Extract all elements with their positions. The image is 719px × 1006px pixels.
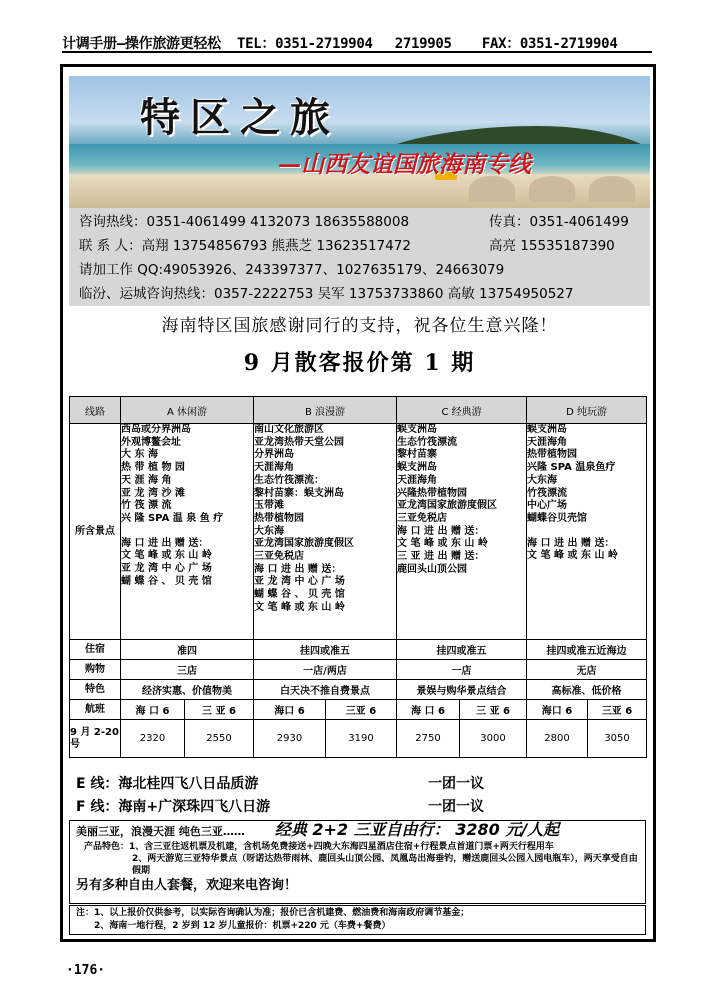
spots-label: 所含景点: [70, 424, 121, 640]
flight-cell: 海 口 6: [397, 700, 460, 720]
price-cell: 2750: [397, 720, 460, 758]
spot-item: 蝴 蝶 谷 、 贝 壳 馆: [254, 589, 345, 601]
spot-item: 亚龙湾热带天堂公园: [254, 436, 344, 448]
spot-item: 竹 筏 漂 流: [121, 500, 172, 512]
lodging-label: 住宿: [70, 640, 121, 660]
contact-person3: 高亮 15535187390: [489, 238, 615, 254]
spot-item: 外观博鳌会址: [121, 436, 181, 448]
spot-item: 文 笔 峰 或 东 山 岭: [254, 601, 345, 613]
line-e-title: E 线：海北桂四飞八日品质游: [76, 776, 259, 792]
contact-people: 联 系 人：高翔 13754856793 熊燕芝 13623517472: [79, 238, 411, 254]
spot-item: 文 笔 峰 或 东 山 岭: [397, 538, 488, 550]
spot-item: 亚龙湾国家旅游度假区: [254, 538, 354, 550]
spot-item: 文 笔 峰 或 东 山 岭: [527, 550, 618, 562]
shopping-label: 购物: [70, 660, 121, 680]
spot-item: 兴隆 SPA 温泉鱼疗: [527, 462, 616, 474]
spot-item: 蜈支洲岛: [397, 462, 438, 474]
thanks-message: 海南特区国旅感谢同行的支持，祝各位生意兴隆！: [161, 316, 558, 336]
spot-item: 文 笔 峰 或 东 山 岭: [121, 550, 212, 562]
lodging-c: 挂四或准五: [397, 640, 527, 660]
spot-item: 生态竹筏漂流: [397, 436, 458, 448]
lodging-a: 准四: [121, 640, 254, 660]
banner-title: 特区之旅: [140, 94, 340, 141]
flight-cell: 海口 6: [254, 700, 326, 720]
banner-subtitle: —山西友谊国旅海南专线: [278, 151, 531, 178]
contact-block: [69, 208, 650, 306]
spot-item: 中心广场: [527, 500, 568, 512]
header-tel: TEL：0351-2719904: [236, 36, 373, 52]
route-a: A 休闲游: [121, 397, 254, 424]
spots-a: [121, 424, 254, 640]
spot-item: 三亚免税店: [397, 512, 448, 524]
spot-item: 天涯海角: [527, 436, 568, 448]
lodging-b: 挂四或准五: [254, 640, 397, 660]
shopping-c: 一店: [397, 660, 527, 680]
spot-item: 亚 龙 湾 沙 滩: [121, 487, 185, 499]
price-cell: 2930: [254, 720, 326, 758]
spots-d: [527, 424, 647, 640]
spot-item: 蝴蝶谷贝壳馆: [527, 512, 588, 524]
route-c: C 经典游: [397, 397, 527, 424]
feature-d: 高标准、低价格: [527, 680, 647, 700]
sanya-features: 产品特色：1、含三亚往返机票及机建，含机场免费接送+四晚大东海四星酒店住宿+行程景点首道门票+两天行程用车: [84, 842, 554, 852]
note-2: 2、海南一地行程，2 岁到 12 岁儿童报价：机票+220 元（车费+餐费）: [94, 921, 391, 931]
header-slogan: 计调手册—操作旅游更轻松: [62, 36, 221, 52]
spot-item: 三 亚 进 出 赠 送：: [397, 551, 485, 563]
header-tel2: 2719905: [394, 36, 452, 52]
banner-umbrella: [469, 176, 515, 202]
spot-item: 海 口 进 出 赠 送：: [254, 563, 342, 575]
flight-cell: 三 亚 6: [460, 700, 527, 720]
spot-item: 天涯海角: [254, 462, 294, 474]
spot-item: 鹿回头山顶公园: [397, 563, 468, 575]
spot-item: 生态竹筏漂流：: [254, 474, 324, 486]
note-1: 注：1、以上报价仅供参考，以实际咨询确认为准；报价已含机建费、燃油费和海南政府调节基金；: [76, 908, 470, 918]
spot-item: 蝴 蝶 谷 、 贝 壳 馆: [121, 575, 212, 587]
price-cell: 3000: [460, 720, 527, 758]
route-d: D 纯玩游: [527, 397, 647, 424]
spot-item: 兴隆热带植物园: [397, 487, 468, 499]
spot-item: 兴 隆 SPA 温 泉 鱼 疗: [121, 512, 224, 524]
spot-item: 蜈支洲岛: [397, 424, 438, 435]
spot-item: 三亚免税店: [254, 551, 304, 563]
line-e: [69, 773, 646, 795]
sanya-features2: 2、两天游览三亚特华景点（呀诺达热带雨林、鹿回头山顶公园、凤凰岛出海垂钓，赠送鹿回头公园入园电瓶车），两天享受自由假期: [132, 854, 638, 876]
spot-item: 热带植物园: [527, 449, 578, 461]
shopping-a: 三店: [121, 660, 254, 680]
feature-c: 景娱与购华景点结合: [397, 680, 527, 700]
feature-b: 白天决不推自费景点: [254, 680, 397, 700]
line-e-price: 一团一议: [428, 776, 484, 792]
sanya-offer: 经典 2+2 三亚自由行： 3280 元/人起: [274, 820, 560, 839]
main-title: 9 月散客报价第 1 期: [243, 350, 476, 376]
price-cell: 2800: [527, 720, 588, 758]
price-table: [69, 396, 647, 758]
feature-label: 特色: [70, 680, 121, 700]
spot-item: 亚 龙 湾 中 心 广 场: [121, 563, 212, 575]
lodging-d: 挂四或准五近海边: [527, 640, 647, 660]
contact-qq: 请加工作 QQ:49053926、243397377、1027635179、24663079: [79, 262, 505, 278]
banner-umbrella: [529, 176, 575, 202]
spot-item: 分界洲岛: [254, 449, 294, 461]
flight-cell: 海 口 6: [121, 700, 185, 720]
spot-item: 玉带滩: [254, 500, 284, 512]
flight-cell: 三 亚 6: [185, 700, 254, 720]
spot-item: 海 口 进 出 赠 送：: [397, 525, 485, 537]
line-f-title: F 线：海南+广深珠四飞八日游: [76, 799, 271, 815]
shopping-d: 无店: [527, 660, 647, 680]
spot-item: 蜈支洲岛: [527, 424, 568, 435]
spot-item: 天 涯 海 角: [121, 474, 172, 486]
spot-item: 海 口 进 出 赠 送：: [121, 537, 209, 549]
price-cell: 2320: [121, 720, 185, 758]
spot-item: 海 口 进 出 赠 送：: [527, 537, 615, 549]
sanya-foot: 另有多种自由人套餐，欢迎来电咨询！: [76, 878, 298, 893]
spot-item: 大 东 海: [121, 449, 158, 461]
spot-item: 热 带 植 物 园: [121, 462, 185, 474]
spot-item: 亚 龙 湾 中 心 广 场: [254, 576, 345, 588]
spot-item: 大东海: [254, 525, 284, 537]
spot-item: 天涯海角: [397, 474, 438, 486]
route-b: B 浪漫游: [254, 397, 397, 424]
contact-fax: 传真：0351-4061499: [489, 214, 629, 230]
price-cell: 3050: [588, 720, 647, 758]
spots-b: [254, 424, 397, 640]
spot-item: [121, 526, 253, 538]
spot-item: 南山文化旅游区: [254, 424, 324, 435]
header-route: 线路: [70, 397, 121, 424]
price-cell: 3190: [326, 720, 397, 758]
feature-a: 经济实惠、价值物美: [121, 680, 254, 700]
contact-linfen: 临汾、运城咨询热线：0357-2222753 吴军 13753733860 高敏 13754950527: [79, 286, 574, 302]
notes-box: [69, 905, 646, 935]
line-f: [69, 796, 646, 818]
spot-item: 西岛或分界洲岛: [121, 424, 191, 435]
spots-c: [397, 424, 527, 640]
contact-hotline: 咨询热线：0351-4061499 4132073 18635588008: [79, 214, 410, 230]
line-f-price: 一团一议: [428, 799, 484, 815]
spot-item: 竹筏漂流: [527, 487, 568, 499]
page-number: ·176·: [66, 963, 106, 978]
flight-cell: 三亚 6: [326, 700, 397, 720]
sanya-head: 美丽三亚，浪漫天涯 纯色三亚……: [76, 825, 245, 838]
spot-item: 大东海: [527, 474, 558, 486]
shopping-b: 一店/两店: [254, 660, 397, 680]
spot-item: 热带植物园: [254, 512, 304, 524]
spot-item: 黎村苗寨：蜈支洲岛: [254, 487, 344, 499]
spot-item: 亚龙湾国家旅游度假区: [397, 500, 498, 512]
flight-cell: 海口 6: [527, 700, 588, 720]
flight-cell: 三亚 6: [588, 700, 647, 720]
flight-label: 航班: [70, 700, 121, 720]
banner-umbrella: [589, 176, 635, 202]
spot-item: [527, 526, 646, 538]
sanya-offer-box: [69, 820, 646, 904]
page-header: [62, 33, 652, 53]
price-cell: 2550: [185, 720, 254, 758]
date-label: 9 月 2-20 号: [70, 720, 121, 758]
spot-item: 黎村苗寨: [397, 449, 438, 461]
header-fax: FAX：0351-2719904: [481, 36, 618, 52]
